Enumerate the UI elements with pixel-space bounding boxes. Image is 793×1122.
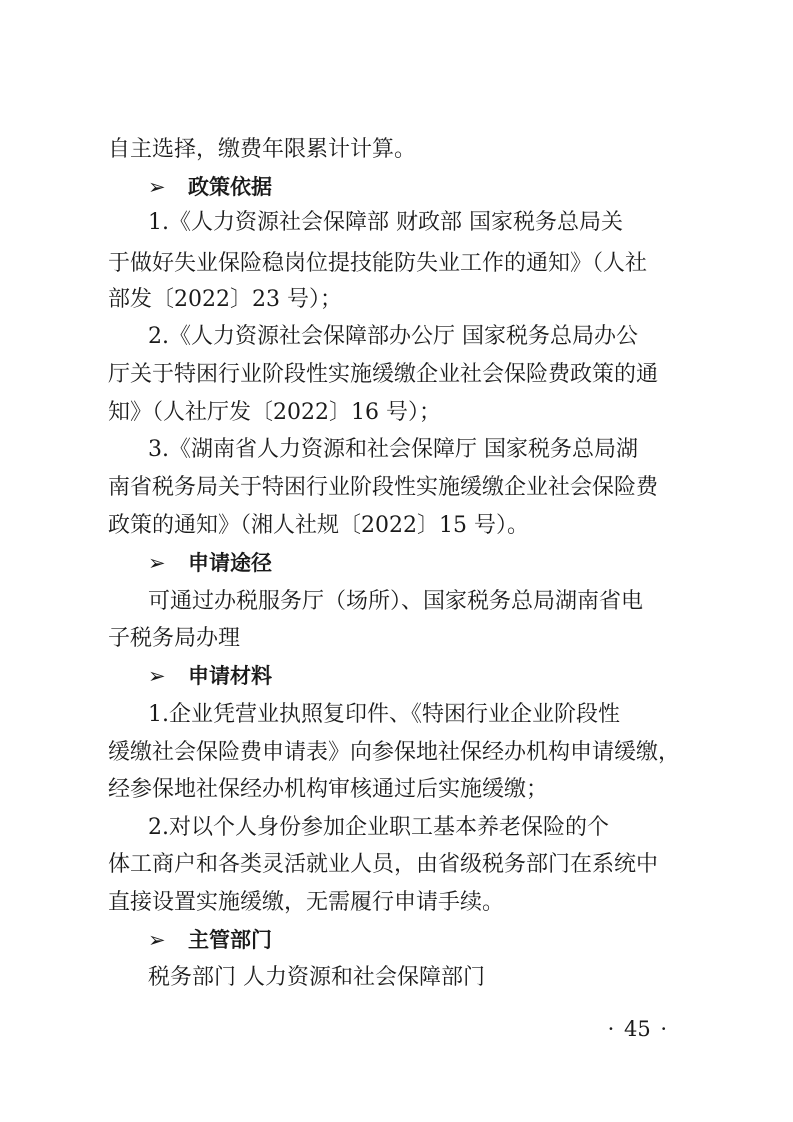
arrow-bullet-icon: ➢	[148, 175, 166, 199]
channel-line-2: 子税务局办理	[108, 626, 241, 651]
arrow-bullet-icon: ➢	[148, 551, 166, 575]
arrow-bullet-icon: ➢	[148, 664, 166, 688]
materials-item-2-line-2: 体工商户和各类灵活就业人员，由省级税务部门在系统中	[108, 852, 659, 877]
department-line: 税务部门 人力资源和社会保障部门	[148, 965, 485, 990]
section-heading-policy-basis	[148, 172, 272, 202]
materials-item-1-line-2: 缓缴社会保险费申请表》向参保地社保经办机构申请缓缴，	[108, 740, 681, 765]
policy-item-2-line-3: 知》（人社厅发〔2022〕16 号）；	[108, 400, 441, 425]
materials-item-1-line-3: 经参保地社保经办机构审核通过后实施缓缴；	[108, 777, 549, 802]
policy-item-2-line-1: 2.《人力资源社会保障部办公厅 国家税务总局办公	[148, 324, 638, 349]
policy-item-1-line-1: 1.《人力资源社会保障部 财政部 国家税务总局关	[148, 210, 623, 235]
intro-tail-line: 自主选择，缴费年限累计计算。	[108, 137, 417, 162]
section-title: 主管部门	[188, 928, 272, 952]
section-heading-channel	[148, 548, 272, 578]
materials-item-2-line-3: 直接设置实施缓缴，无需履行申请手续。	[108, 890, 505, 915]
policy-item-3-line-3: 政策的通知》（湘人社规〔2022〕15 号）。	[108, 513, 529, 538]
section-title: 申请材料	[188, 664, 272, 688]
arrow-bullet-icon: ➢	[148, 928, 166, 952]
policy-item-3-line-2: 南省税务局关于特困行业阶段性实施缓缴企业社会保险费	[108, 475, 659, 500]
policy-item-1-line-3: 部发〔2022〕23 号）；	[108, 287, 342, 312]
page-number	[598, 1014, 677, 1044]
policy-item-1-line-2: 于做好失业保险稳岗位提技能防失业工作的通知》（人社	[108, 251, 648, 276]
section-heading-department	[148, 925, 272, 955]
page-number-dot-left: ·	[607, 1017, 615, 1041]
section-heading-materials	[148, 661, 272, 691]
page-number-dot-right: ·	[660, 1017, 668, 1041]
materials-item-2-line-1: 2.对以个人身份参加企业职工基本养老保险的个	[148, 815, 609, 840]
materials-item-1-line-1: 1.企业凭营业执照复印件、《特困行业企业阶段性	[148, 702, 620, 727]
policy-item-2-line-2: 厅关于特困行业阶段性实施缓缴企业社会保险费政策的通	[108, 362, 659, 387]
section-title: 政策依据	[188, 175, 272, 199]
channel-line-1: 可通过办税服务厅（场所）、国家税务总局湖南省电	[148, 589, 644, 614]
section-title: 申请途径	[188, 551, 272, 575]
page-number-value: 45	[624, 1017, 651, 1041]
policy-item-3-line-1: 3.《湖南省人力资源和社会保障厅 国家税务总局湖	[148, 437, 638, 462]
